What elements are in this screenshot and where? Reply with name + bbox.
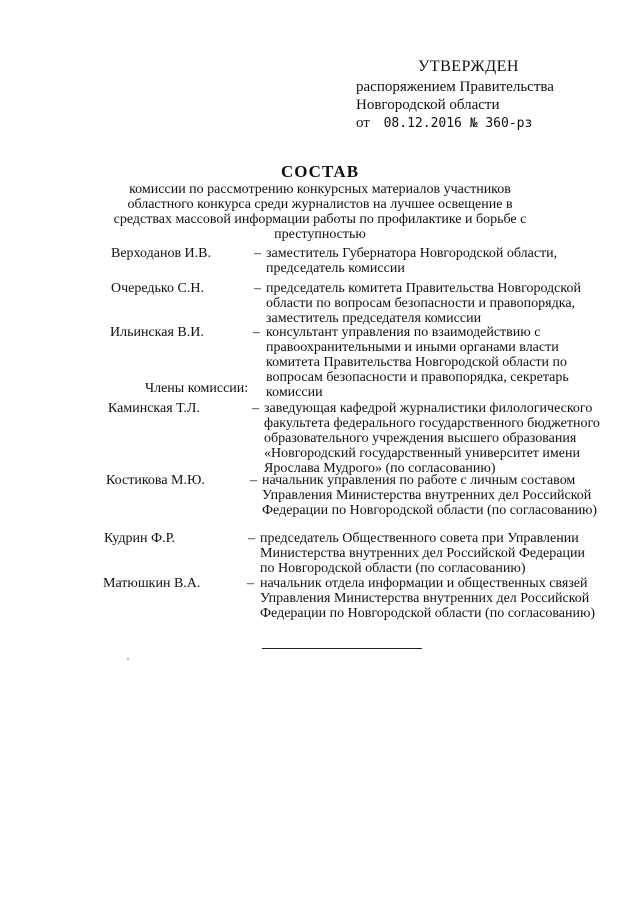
person-role: председатель Общественного совета при Управлении Министерства внутренних дел Российской Федерации по Новгородской области (по согласованию) <box>260 531 585 576</box>
document-subheading: комиссии по рассмотрению конкурсных материалов участников областного конкурса среди журналистов на лучшее освещение в средствах массовой информации работы по профилактике и борьбе с преступностью <box>113 182 527 242</box>
person-name: Верходанов И.В. <box>111 246 212 261</box>
approval-line-1: распоряжением Правительства <box>356 79 554 95</box>
dash: – <box>252 401 259 416</box>
approval-date-stamp: 08.12.2016 № 360-рз <box>383 116 533 131</box>
person-role: начальник управления по работе с личным составом Управления Министерства внутренних дел Российской Федерации по Новгородской области (по согласованию) <box>262 473 598 518</box>
dash: – <box>253 325 260 340</box>
dash: – <box>248 531 255 546</box>
dash: – <box>254 246 261 261</box>
person-name: Ильинская В.И. <box>110 325 204 340</box>
person-role: заместитель Губернатора Новгородской области, председатель комиссии <box>266 246 558 276</box>
person-name: Костикова М.Ю. <box>106 473 205 488</box>
dash: – <box>250 473 257 488</box>
approval-line-2: Новгородской области <box>356 97 500 113</box>
dash: – <box>247 576 254 591</box>
closing-rule <box>262 648 422 649</box>
document-heading: СОСТАВ <box>280 162 360 181</box>
person-name: Кудрин Ф.Р. <box>104 531 176 546</box>
person-role: заведующая кафедрой журналистики филологического факультета федерального государственного бюджетного образовательного учреждения высшего образования «Новгородский государственный университет имени Ярослава Мудрого» (по согласованию) <box>264 401 600 476</box>
approval-date-prefix: от <box>356 115 370 131</box>
person-role: председатель комитета Правительства Новгородской области по вопросам безопасности и правопорядка, заместитель председателя комиссии <box>266 281 581 326</box>
person-role: консультант управления по взаимодействию с правоохранительными и иными органами власти комитета Правительства Новгородской области по вопросам безопасности и правопорядка, секретарь комиссии <box>266 325 569 400</box>
person-name: Каминская Т.Л. <box>108 401 200 416</box>
scan-speck <box>127 658 129 660</box>
person-name: Матюшкин В.А. <box>103 576 201 591</box>
person-role: начальник отдела информации и общественных связей Управления Министерства внутренних дел Российской Федерации по Новгородской области (по согласованию) <box>260 576 596 621</box>
approval-date-line <box>356 114 626 133</box>
approval-title: УТВЕРЖДЕН <box>418 58 519 75</box>
approval-block <box>356 58 626 133</box>
members-label: Члены комиссии: <box>145 381 249 396</box>
dash: – <box>254 281 261 296</box>
person-name: Очередько С.Н. <box>111 281 204 296</box>
